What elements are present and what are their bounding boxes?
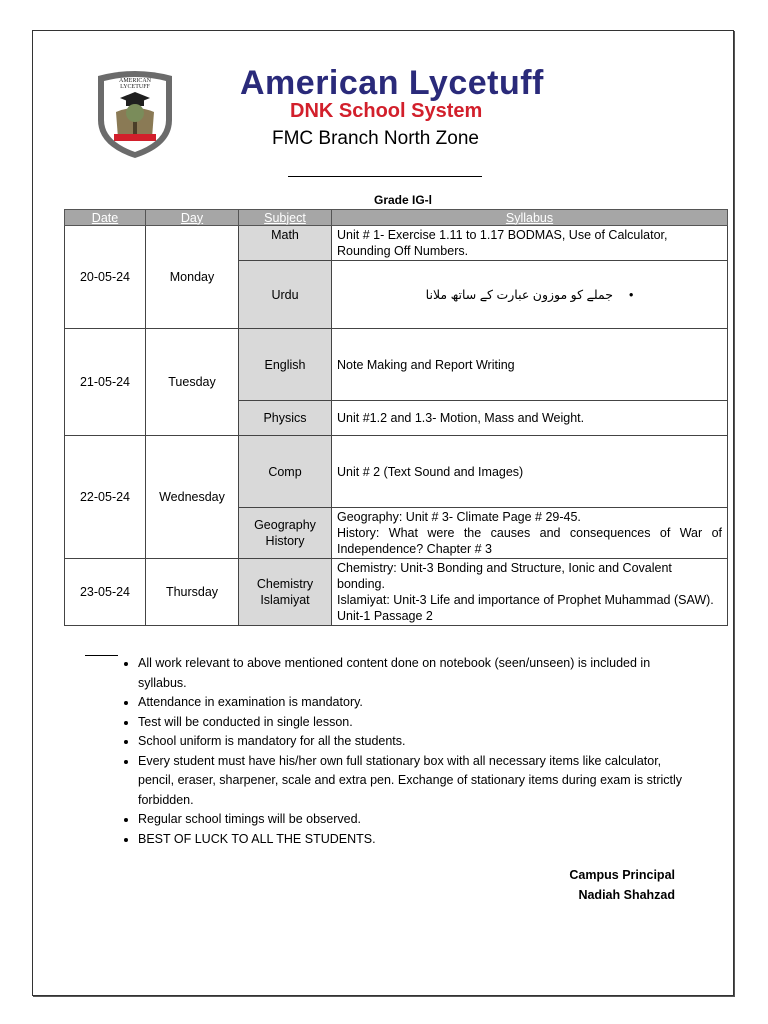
list-item: • BEST OF LUCK TO ALL THE STUDENTS. bbox=[138, 830, 698, 850]
syllabus-line: Islamiyat: Unit-3 Life and importance of Prophet Muhammad (SAW). Unit-1 Passage 2 bbox=[337, 593, 714, 623]
header-date: Date bbox=[65, 210, 146, 226]
subject-cell: Physics bbox=[239, 401, 332, 436]
header-day: Day bbox=[146, 210, 239, 226]
subject-cell bbox=[239, 559, 332, 626]
syllabus-line: History: What were the causes and consequences of War of Independence? Chapter # 3 bbox=[337, 526, 722, 556]
table-header-row bbox=[65, 210, 728, 226]
bullet-icon: • bbox=[628, 287, 634, 302]
brand-title: American Lycetuff bbox=[240, 64, 544, 102]
subject-cell bbox=[239, 508, 332, 559]
subject-cell: English bbox=[239, 329, 332, 401]
syllabus-cell: Unit # 2 (Text Sound and Images) bbox=[332, 436, 728, 508]
syllabus-line: Geography: Unit # 3- Climate Page # 29-45. bbox=[337, 510, 581, 524]
table-row bbox=[65, 436, 728, 508]
header-subject: Subject bbox=[239, 210, 332, 226]
syllabus-cell: Note Making and Report Writing bbox=[332, 329, 728, 401]
syllabus-cell: Unit #1.2 and 1.3- Motion, Mass and Weight. bbox=[332, 401, 728, 436]
schedule-table bbox=[64, 209, 728, 626]
divider bbox=[288, 176, 482, 177]
signature-block bbox=[569, 866, 675, 905]
subject-line: Chemistry bbox=[256, 577, 314, 591]
brand-subtitle: DNK School System bbox=[290, 100, 483, 122]
subject-cell: Urdu bbox=[239, 261, 332, 329]
syllabus-cell bbox=[332, 559, 728, 626]
syllabus-cell bbox=[332, 261, 728, 329]
day-cell: Monday bbox=[146, 226, 239, 329]
urdu-list-item bbox=[337, 287, 722, 303]
logo-text: AMERICAN LYCETUFF bbox=[118, 78, 151, 90]
subject-line: Geography bbox=[254, 518, 316, 532]
table-row bbox=[65, 226, 728, 261]
list-item: • Test will be conducted in single lesson. bbox=[138, 713, 698, 733]
date-cell: 22-05-24 bbox=[65, 436, 146, 559]
subject-cell: Comp bbox=[239, 436, 332, 508]
syllabus-line: Chemistry: Unit-3 Bonding and Structure, Ionic and Covalent bonding. bbox=[337, 561, 672, 591]
instructions-list bbox=[112, 654, 698, 849]
signature-title: Campus Principal bbox=[569, 868, 675, 882]
grade-title: Grade IG-l bbox=[374, 193, 433, 207]
table-row bbox=[65, 559, 728, 626]
subject-line: History bbox=[265, 534, 305, 548]
table-row bbox=[65, 329, 728, 401]
list-item: • Regular school timings will be observed. bbox=[138, 810, 698, 830]
list-item: • All work relevant to above mentioned content done on notebook (seen/unseen) is included in syllabus. bbox=[138, 654, 698, 693]
day-cell: Tuesday bbox=[146, 329, 239, 436]
syllabus-cell: Unit # 1- Exercise 1.11 to 1.17 BODMAS, Use of Calculator, Rounding Off Numbers. bbox=[332, 226, 728, 261]
list-item: • Every student must have his/her own full stationary box with all necessary items like calculator, pencil, eraser, sharpener, scale and extra pen. Exchange of stationary items during exam is strictly forbidden. bbox=[138, 752, 698, 811]
date-cell: 23-05-24 bbox=[65, 559, 146, 626]
syllabus-cell bbox=[332, 508, 728, 559]
urdu-text: جملے کو موزون عبارت کے ساتھ ملانا bbox=[425, 287, 613, 302]
list-item: • School uniform is mandatory for all the students. bbox=[138, 732, 698, 752]
date-cell: 21-05-24 bbox=[65, 329, 146, 436]
date-cell: 20-05-24 bbox=[65, 226, 146, 329]
signature-name: Nadiah Shahzad bbox=[578, 887, 675, 902]
day-cell: Wednesday bbox=[146, 436, 239, 559]
subject-cell: Math bbox=[239, 226, 332, 261]
branch-name: FMC Branch North Zone bbox=[272, 128, 479, 149]
list-item: • Attendance in examination is mandatory. bbox=[138, 693, 698, 713]
subject-line: Islamiyat bbox=[260, 593, 310, 607]
day-cell: Thursday bbox=[146, 559, 239, 626]
header-syllabus: Syllabus bbox=[332, 210, 728, 226]
